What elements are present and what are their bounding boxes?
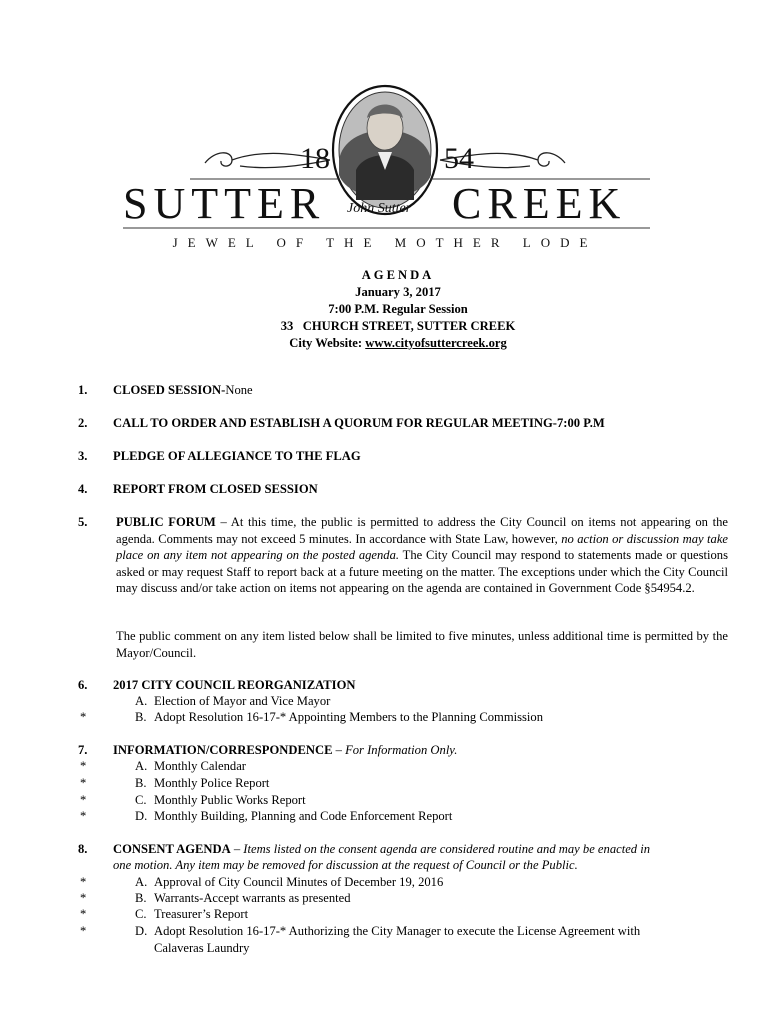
sub-item — [0, 906, 770, 923]
attachment-marker: * — [80, 891, 87, 905]
sutter-creek-logo — [0, 0, 770, 260]
sub-item-continued — [0, 940, 770, 957]
item-number: 2. — [78, 416, 88, 430]
website-line — [0, 335, 770, 352]
sub-item — [0, 775, 770, 792]
john-sutter-signature: John Sutter — [347, 201, 412, 216]
sub-item-letter: C. — [135, 907, 147, 921]
public-comment-paragraph: The public comment on any item listed below shall be limited to five minutes, unless additional time is permitted by the Mayor/Council. — [116, 629, 728, 660]
consent-note-line — [113, 857, 578, 874]
sub-item-letter: D. — [135, 924, 148, 938]
attachment-marker: * — [80, 907, 87, 921]
sub-item-text: Adopt Resolution 16-17-* Authorizing the City Manager to execute the License Agreement with — [154, 924, 641, 938]
sub-item — [0, 792, 770, 809]
website-label: City Website: — [289, 336, 363, 350]
year-left: 18 — [300, 142, 330, 175]
attachment-marker: * — [80, 793, 87, 807]
sub-item-letter: C. — [135, 793, 147, 807]
attachment-marker: * — [80, 809, 87, 823]
sub-item — [0, 808, 770, 825]
item-title: REPORT FROM CLOSED SESSION — [113, 482, 318, 496]
sub-item — [0, 758, 770, 775]
sub-item-text: Calaveras Laundry — [154, 941, 250, 955]
sub-item-text: Monthly Public Works Report — [154, 793, 306, 807]
sub-item-text: Treasurer’s Report — [154, 907, 249, 921]
meeting-address: 33 CHURCH STREET, SUTTER CREEK — [280, 319, 516, 333]
item-note: – For Information Only. — [332, 743, 458, 757]
attachment-marker: * — [80, 759, 87, 773]
sub-item-letter: D. — [135, 809, 148, 823]
item-number: 4. — [78, 482, 88, 496]
item-note: – Items listed on the consent agenda are considered routine and may be enacted in — [230, 842, 651, 856]
item-title-suffix: None — [225, 383, 253, 397]
sub-item-letter: B. — [135, 710, 147, 724]
item-title — [113, 841, 650, 858]
agenda-title: AGENDA — [361, 268, 435, 282]
item-title: PLEDGE OF ALLEGIANCE TO THE FLAG — [113, 449, 361, 463]
public-forum-paragraph — [116, 514, 728, 597]
sub-item-letter: A. — [135, 759, 148, 773]
item-title — [113, 742, 457, 759]
city-word-sutter: SUTTER — [123, 179, 326, 228]
item-title-text: CONSENT AGENDA — [113, 842, 231, 856]
sub-item — [0, 890, 770, 907]
sub-item-text: Approval of City Council Minutes of December 19, 2016 — [154, 875, 444, 889]
item-title: CALL TO ORDER AND ESTABLISH A QUORUM FOR REGULAR MEETING-7:00 P.M — [113, 416, 605, 430]
sub-item — [0, 709, 770, 726]
year-right: 54 — [444, 142, 474, 175]
sub-item-text: Monthly Calendar — [154, 759, 246, 773]
item-title-text: CLOSED SESSION- — [113, 383, 226, 397]
item-note-2: one motion. Any item may be removed for discussion at the request of Council or the Public. — [113, 858, 578, 872]
agenda-heading — [0, 267, 770, 352]
item-number: 3. — [78, 449, 88, 463]
item-title: 2017 CITY COUNCIL REORGANIZATION — [113, 678, 356, 692]
sub-item-letter: A. — [135, 694, 148, 708]
session-time: 7:00 P.M. Regular Session — [328, 302, 468, 316]
tagline: JEWEL OF THE MOTHER LODE — [172, 235, 598, 250]
item-title-text: INFORMATION/CORRESPONDENCE — [113, 743, 333, 757]
sub-item-text: Election of Mayor and Vice Mayor — [154, 694, 331, 708]
item-number: 1. — [78, 383, 88, 397]
attachment-marker: * — [80, 776, 87, 790]
website-link[interactable]: www.cityofsuttercreek.org — [365, 336, 507, 350]
sub-item — [0, 923, 770, 940]
sub-item-letter: B. — [135, 891, 147, 905]
sub-item-text: Warrants-Accept warrants as presented — [154, 891, 351, 905]
sub-item-letter: B. — [135, 776, 147, 790]
attachment-marker: * — [80, 924, 87, 938]
item-number: 5. — [78, 515, 88, 529]
sub-item-text: Monthly Building, Planning and Code Enforcement Report — [154, 809, 453, 823]
sub-item-text: Adopt Resolution 16-17-* Appointing Members to the Planning Commission — [154, 710, 544, 724]
attachment-marker: * — [80, 710, 87, 724]
public-forum-text-a: – At this time, the public is permitted to address the City Council on items not appearing on the agenda. Comments may not exceed 5 minutes. In accordance with State Law, however, — [116, 515, 728, 546]
sub-item — [0, 693, 770, 710]
item-number: 6. — [78, 678, 88, 692]
public-forum-text-emphasis: no action or discussion may take place on any item not appearing on the posted agenda. — [116, 531, 728, 562]
item-number: 7. — [78, 743, 88, 757]
sub-item-letter: A. — [135, 875, 148, 889]
item-number: 8. — [78, 842, 88, 856]
city-word-creek: CREEK — [452, 179, 627, 228]
item-title — [113, 382, 253, 399]
public-forum-text-b: The City Council may respond to statements made or questions asked or may request Staff to report back at a future meeting on the matter. The exceptions under which the City Council may discuss and/or take action on items not appearing on the agenda are contained in Government Code §54954.2. — [116, 548, 729, 595]
meeting-date: January 3, 2017 — [355, 285, 441, 299]
sub-item — [0, 874, 770, 891]
attachment-marker: * — [80, 875, 87, 889]
item-title: PUBLIC FORUM — [116, 515, 216, 529]
sub-item-text: Monthly Police Report — [154, 776, 270, 790]
